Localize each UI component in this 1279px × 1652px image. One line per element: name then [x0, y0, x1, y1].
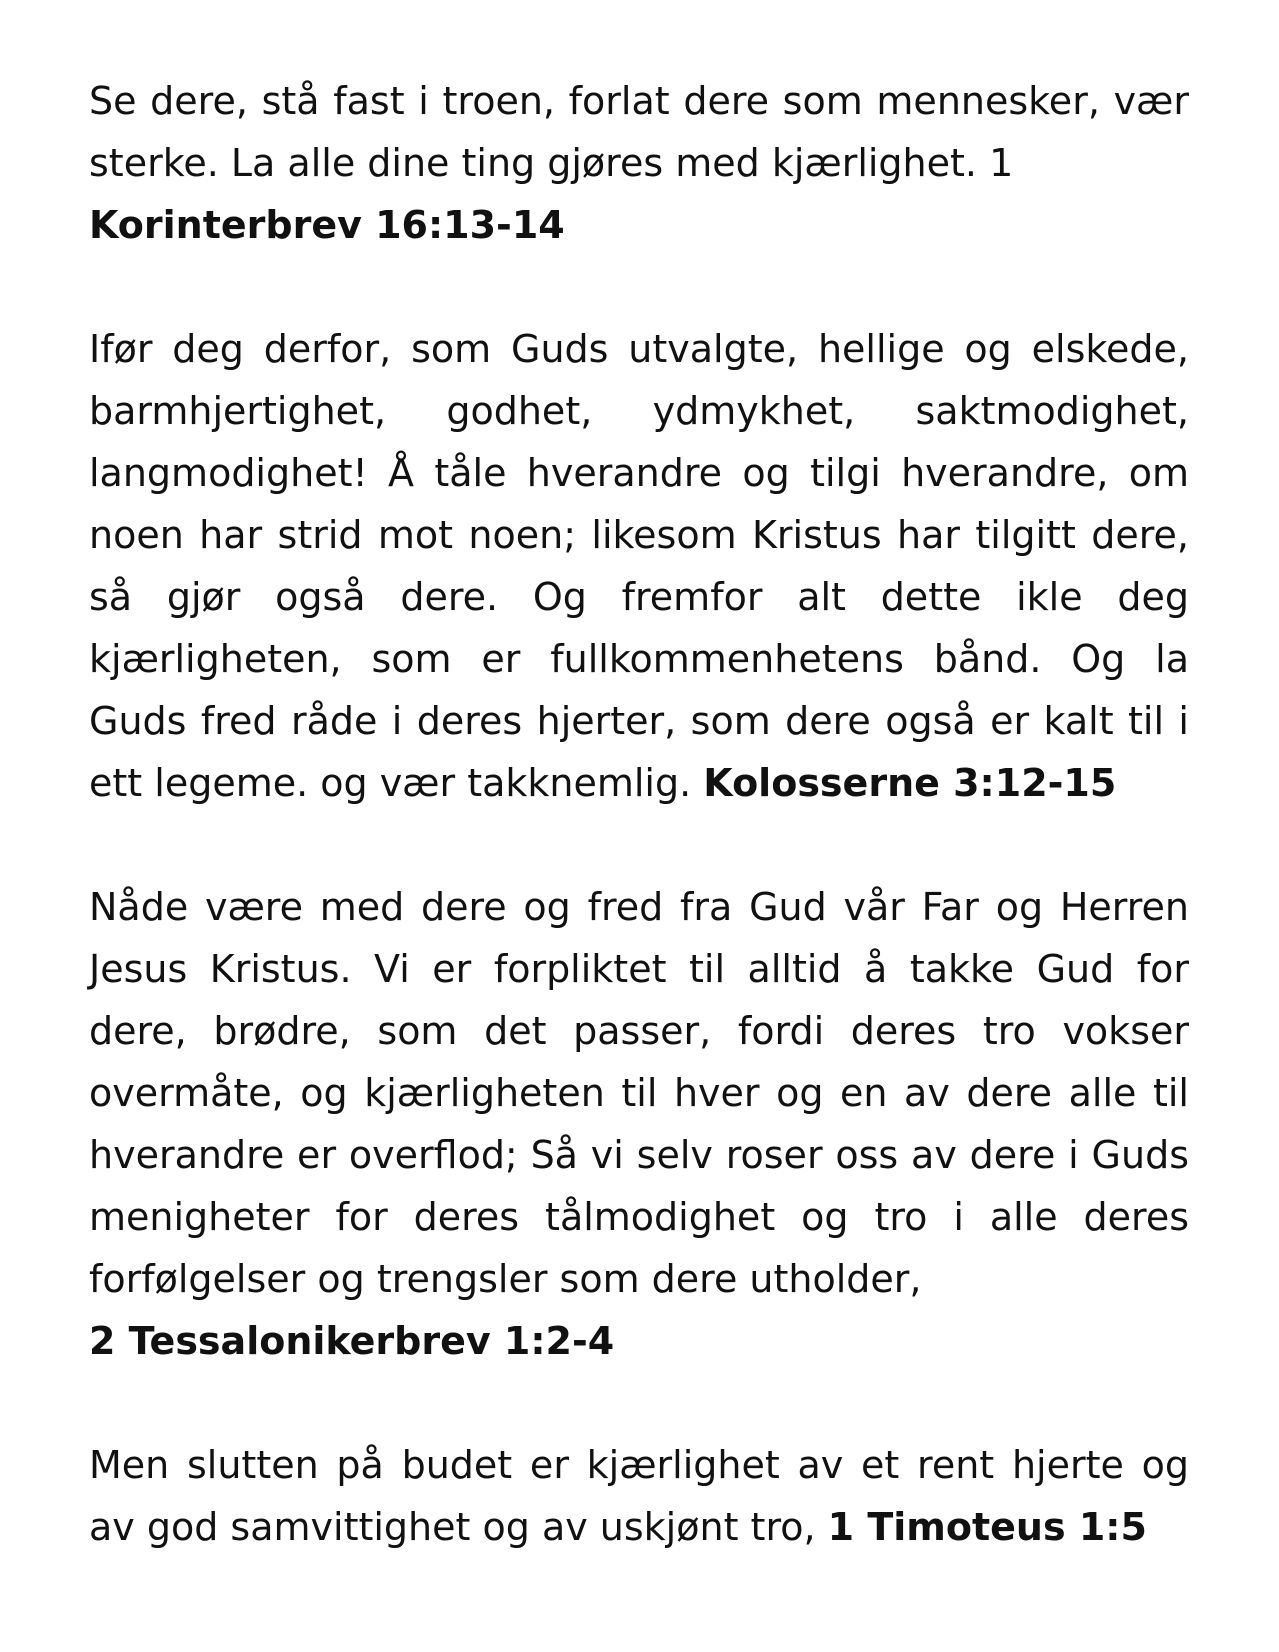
- scripture-reference: Kolosserne 3:12-15: [703, 761, 1117, 805]
- passage-text: Se dere, stå fast i troen, forlat dere som mennesker, vær sterke. La alle dine ting gjøres med kjærlighet. 1: [89, 79, 1189, 185]
- passage-text: Men slutten på budet er kjærlighet av et rent hjerte og av god samvittighet og av uskjønt tro,: [89, 1443, 1189, 1549]
- passage-1: [89, 70, 1189, 256]
- document-page: [89, 70, 1189, 1620]
- passage-2: [89, 318, 1189, 814]
- passage-text: Ifør deg derfor, som Guds utvalgte, hellige og elskede, barmhjertighet, godhet, ydmykhet, saktmodighet, langmodighet! Å tåle hverandre og tilgi hverandre, om noen har strid mot noen; likesom Kristus har tilgitt dere, så gjør også dere. Og fremfor alt dette ikle deg kjærligheten, som er fullkommenhetens bånd. Og la Guds fred råde i deres hjerter, som dere også er kalt til i ett legeme. og vær takknemlig.: [89, 327, 1189, 805]
- scripture-reference: Korinterbrev 16:13-14: [89, 203, 565, 247]
- passage-3: [89, 876, 1189, 1372]
- passage-text: Nåde være med dere og fred fra Gud vår Far og Herren Jesus Kristus. Vi er forpliktet til alltid å takke Gud for dere, brødre, som det passer, fordi deres tro vokser overmåte, og kjærligheten til hver og en av dere alle til hverandre er overflod; Så vi selv roser oss av dere i Guds menigheter for deres tålmodighet og tro i alle deres forfølgelser og trengsler som dere utholder,: [89, 885, 1189, 1301]
- scripture-reference: 1 Timoteus 1:5: [827, 1505, 1147, 1549]
- passage-4: [89, 1434, 1189, 1558]
- scripture-reference: 2 Tessalonikerbrev 1:2-4: [89, 1319, 615, 1363]
